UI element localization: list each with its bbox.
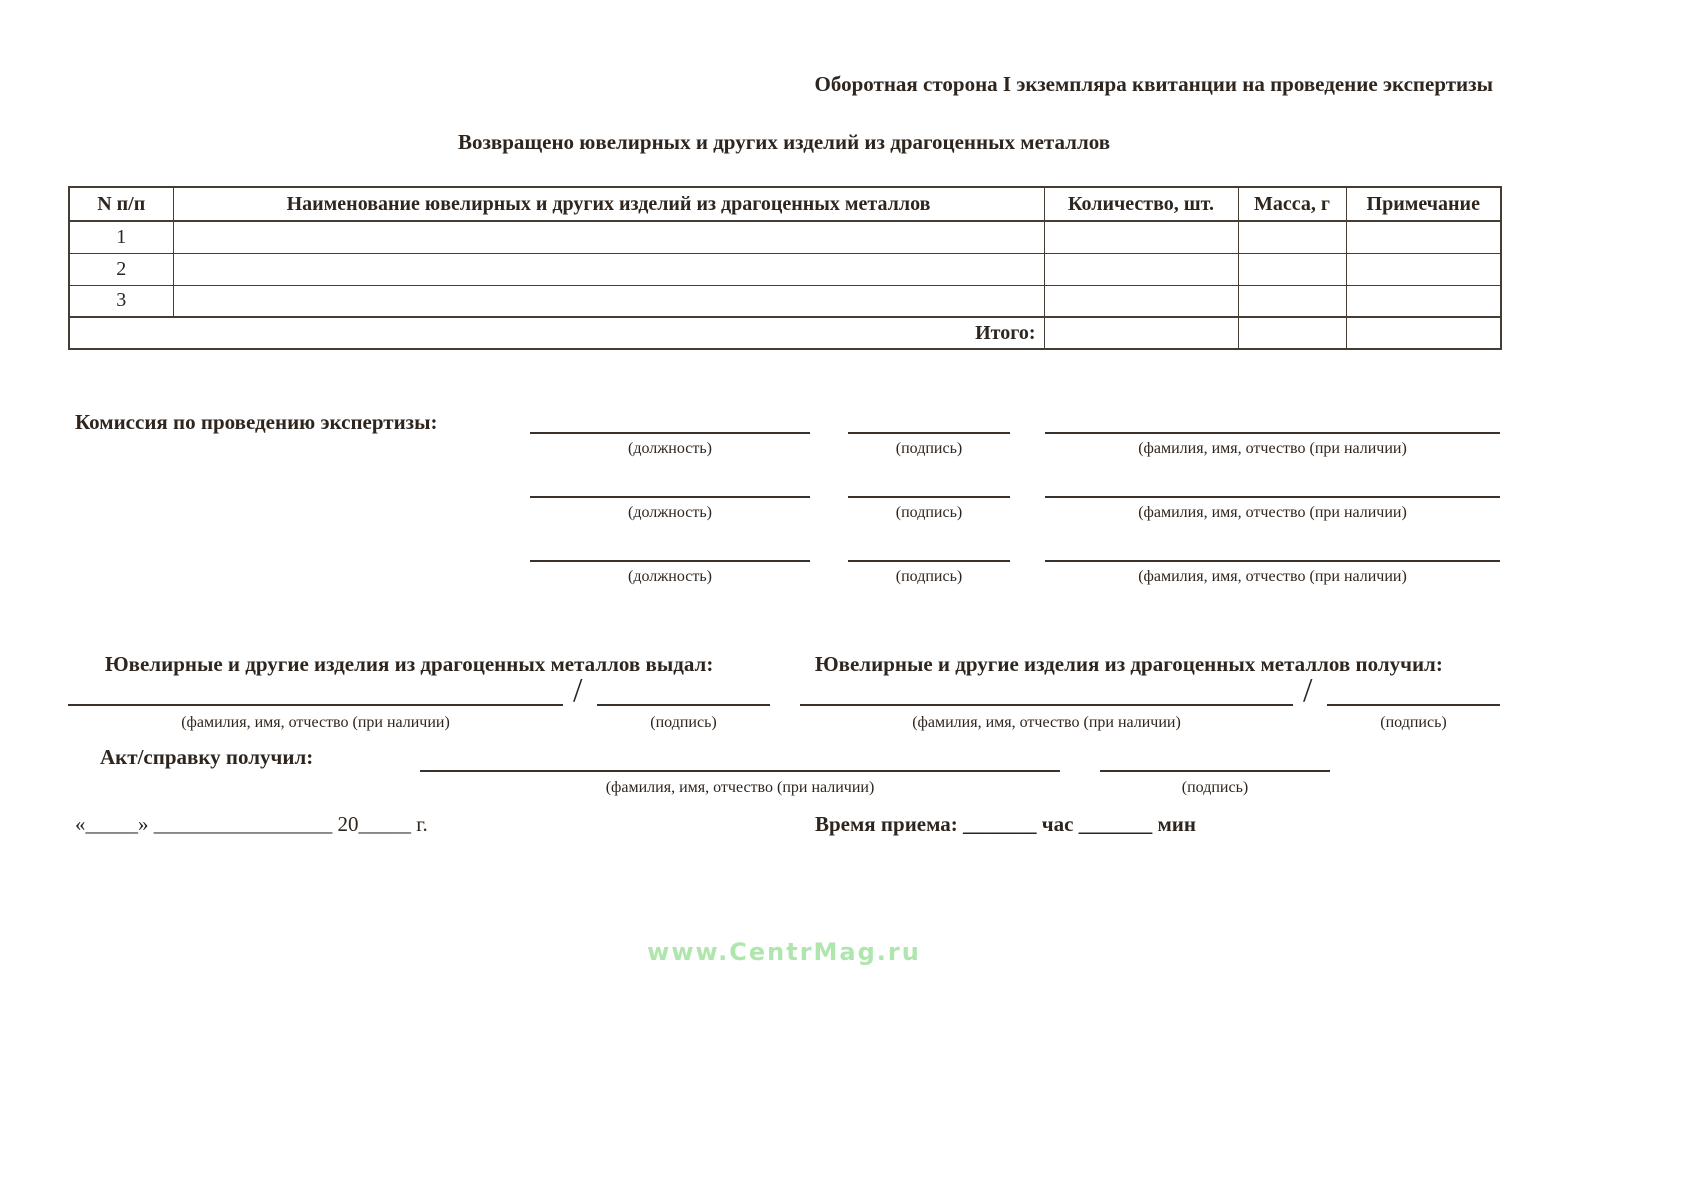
table-row	[69, 253, 1501, 285]
cell-mass	[1238, 285, 1346, 317]
cell-total-mass	[1238, 317, 1346, 349]
received-signature-line	[1327, 704, 1500, 706]
signature-caption: (подпись)	[895, 440, 963, 457]
signature-line	[848, 496, 1010, 498]
act-received-label: Акт/справку получил:	[100, 745, 314, 769]
cell-note	[1346, 285, 1501, 317]
commission-label: Комиссия по проведению экспертизы:	[75, 410, 438, 434]
cell-qty	[1044, 253, 1238, 285]
act-signature-line	[1100, 770, 1330, 772]
position-line	[530, 496, 810, 498]
signature-caption: (подпись)	[1181, 779, 1249, 796]
col-header-name: Наименование ювелирных и других изделий из драгоценных металлов	[173, 187, 1044, 221]
act-full-name-line	[420, 770, 1060, 772]
cell-qty	[1044, 221, 1238, 253]
signature-caption: (подпись)	[895, 568, 963, 585]
cell-name	[173, 253, 1044, 285]
full-name-line	[1045, 560, 1500, 562]
signature-caption: (подпись)	[1380, 714, 1447, 731]
col-header-num: N п/п	[69, 187, 173, 221]
position-line	[530, 560, 810, 562]
issued-heading: Ювелирные и другие изделия из драгоценных металлов выдал:	[105, 652, 714, 676]
cell-total-qty	[1044, 317, 1238, 349]
row-number: 1	[69, 221, 173, 253]
slash-separator: /	[1303, 672, 1313, 709]
position-caption: (должность)	[628, 440, 712, 457]
full-name-caption: (фамилия, имя, отчество (при наличии)	[1138, 504, 1407, 521]
signature-line	[848, 560, 1010, 562]
cell-name	[173, 221, 1044, 253]
issued-full-name-line	[68, 704, 563, 706]
signature-line	[848, 432, 1010, 434]
full-name-caption: (фамилия, имя, отчество (при наличии)	[605, 779, 875, 796]
col-header-qty: Количество, шт.	[1044, 187, 1238, 221]
received-full-name-line	[800, 704, 1293, 706]
position-caption: (должность)	[628, 568, 712, 585]
position-line	[530, 432, 810, 434]
full-name-caption: (фамилия, имя, отчество (при наличии)	[1138, 568, 1407, 585]
full-name-line	[1045, 432, 1500, 434]
col-header-note: Примечание	[1346, 187, 1501, 221]
document-header: Оборотная сторона I экземпляра квитанции на проведение экспертизы	[814, 72, 1493, 96]
total-row	[69, 317, 1501, 349]
signature-caption: (подпись)	[650, 714, 717, 731]
issued-signature-line	[597, 704, 770, 706]
col-header-mass: Масса, г	[1238, 187, 1346, 221]
row-number: 2	[69, 253, 173, 285]
cell-qty	[1044, 285, 1238, 317]
table-header-row	[69, 187, 1501, 221]
cell-name	[173, 285, 1044, 317]
table-row	[69, 285, 1501, 317]
items-table	[68, 186, 1502, 350]
full-name-caption: (фамилия, имя, отчество (при наличии)	[912, 714, 1181, 731]
cell-note	[1346, 221, 1501, 253]
position-caption: (должность)	[628, 504, 712, 521]
cell-total-note	[1346, 317, 1501, 349]
cell-mass	[1238, 221, 1346, 253]
watermark: www.CentrMag.ru	[647, 938, 921, 966]
row-number: 3	[69, 285, 173, 317]
reception-time-line: Время приема: _______ час _______ мин	[815, 812, 1196, 836]
full-name-caption: (фамилия, имя, отчество (при наличии)	[1138, 440, 1407, 457]
cell-mass	[1238, 253, 1346, 285]
total-label: Итого:	[69, 317, 1044, 349]
date-blank-line: «_____» _________________ 20_____ г.	[75, 812, 428, 836]
table-row	[69, 221, 1501, 253]
full-name-caption: (фамилия, имя, отчество (при наличии)	[181, 714, 450, 731]
slash-separator: /	[573, 672, 583, 709]
full-name-line	[1045, 496, 1500, 498]
received-heading: Ювелирные и другие изделия из драгоценных металлов получил:	[815, 652, 1443, 676]
signature-caption: (подпись)	[895, 504, 963, 521]
cell-note	[1346, 253, 1501, 285]
document-subtitle: Возвращено ювелирных и других изделий из драгоценных металлов	[457, 130, 1111, 154]
